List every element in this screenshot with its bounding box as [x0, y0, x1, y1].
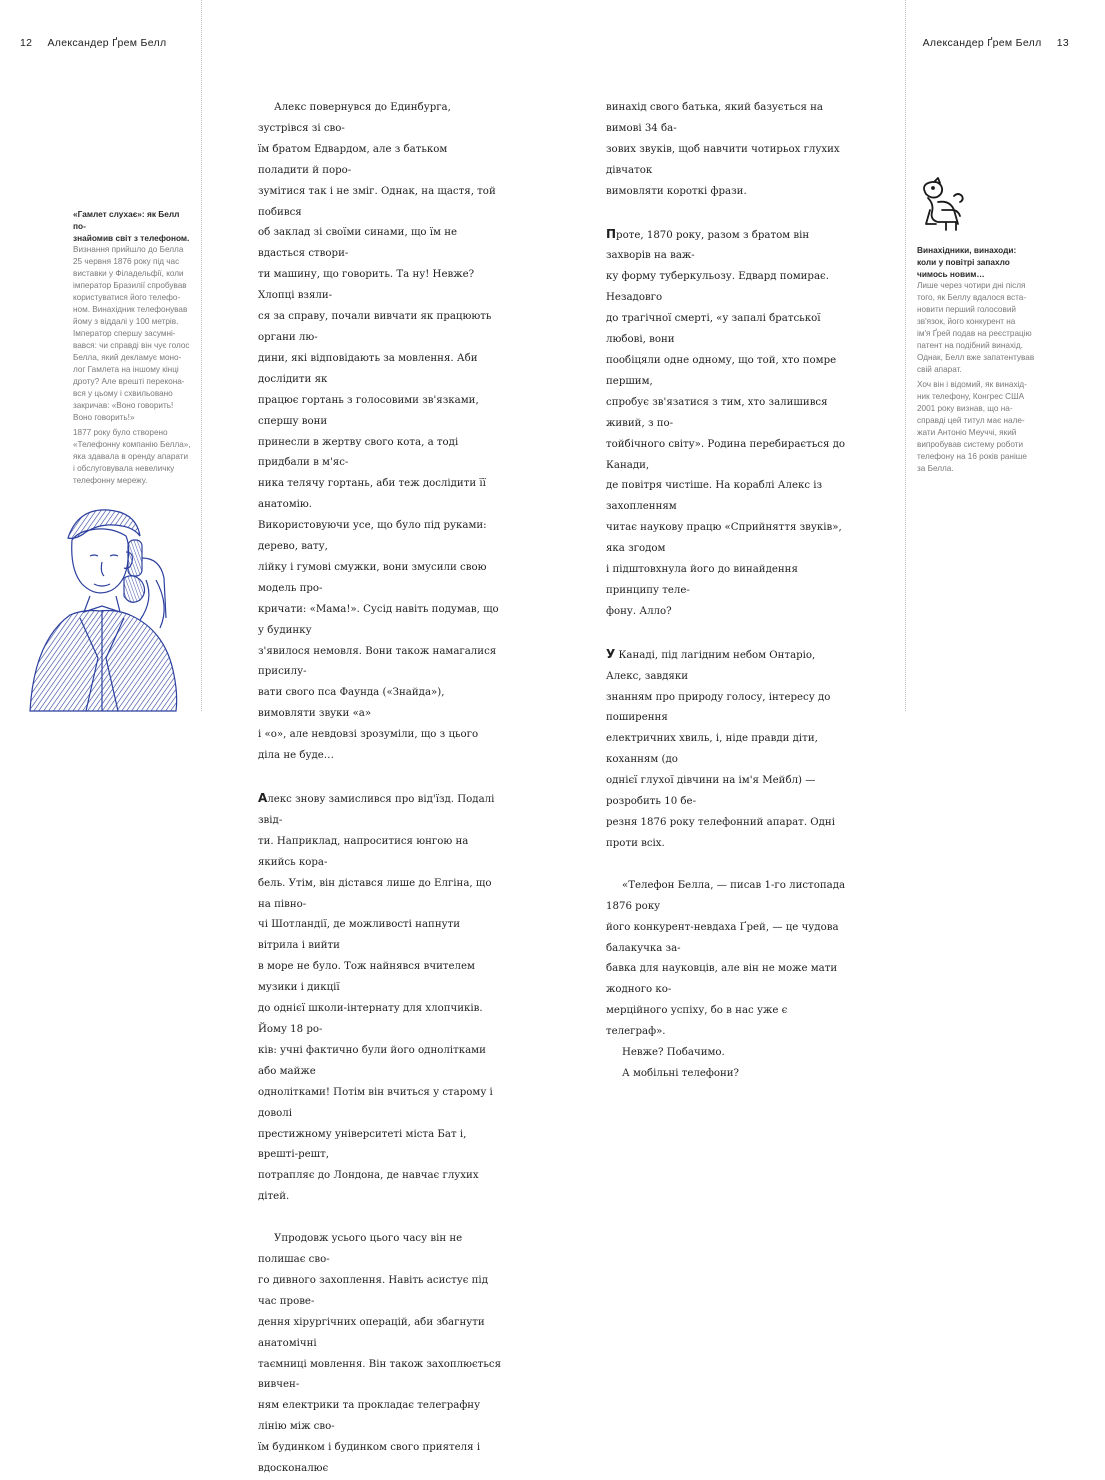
paragraph: [606, 98, 849, 203]
drop-cap: У: [606, 646, 616, 661]
paragraph: [258, 98, 501, 767]
sidebar-title: [73, 208, 191, 244]
text-line: Воно говорить!»: [73, 413, 135, 422]
text-line: 1877 року було створено: [73, 428, 168, 437]
text-line: читає наукову працю «Сприйняття звуків», яка згодом: [606, 522, 842, 555]
text-line: [258, 788, 501, 832]
text-line: свій апарат.: [917, 365, 962, 374]
text-line: чі Шотландії, де можливості напнути вітрила і вийти: [258, 919, 461, 952]
person-on-telephone-doodle-icon: [916, 176, 986, 236]
text-line: Упродовж усього цього часу він не полишає сво-: [258, 1233, 463, 1266]
text-line: однієї глухої дівчини на ім'я Мейбл) — розробить 10 бе-: [606, 775, 816, 808]
sidebar-note-right: [917, 244, 1035, 478]
text-line: жати Антоніо Меуччі, який: [917, 428, 1017, 437]
text-line: таємниці мовлення. Він також захоплюється вивчен-: [258, 1358, 501, 1391]
text-line: ти машину, що говорить. Та ну! Невже? Хлопці взяли-: [258, 269, 475, 302]
text-line: ти. Наприклад, напроситися юнгою на якийсь кора-: [258, 835, 469, 868]
text-line: Хоч він і відомий, як винахід-: [917, 380, 1027, 389]
text-line: фону. Алло?: [606, 605, 672, 617]
text-line: яка здавала в оренду апарати: [73, 452, 189, 461]
text-line: А мобільні телефони?: [622, 1067, 740, 1079]
sidebar-paragraph: [917, 280, 1035, 376]
text-line: лог Гамлета на іншому кінці: [73, 365, 179, 374]
text-line: [606, 224, 849, 268]
text-line: кричати: «Мама!». Сусід навіть подумав, що у будинку: [258, 603, 499, 636]
text-line: винахід свого батька, який базується на вимові 34 ба-: [606, 102, 823, 134]
text-line: його конкурент-невдаха Ґрей, — це чудова балакучка за-: [606, 921, 839, 954]
text-line: до однієї школи-інтернату для хлопчиків. Йому 18 ро-: [258, 1003, 483, 1035]
text-line: вався: чи справді він чує голос: [73, 341, 190, 350]
text-line: до трагічної смерті, «у запалі братської любові, вони: [606, 313, 821, 346]
text-line: їм будинком і будинком свого приятеля і вдосконалює: [258, 1442, 481, 1475]
sidebar-title: [917, 244, 1035, 280]
drop-cap: П: [606, 226, 617, 241]
text-line: дини, які відповідають за мовлення. Аби дослідити як: [258, 352, 478, 385]
text-line: електричних хвиль, і, ніде правди діти, коханням (до: [606, 733, 818, 766]
text-line: виставки у Філадельфії, коли: [73, 269, 184, 278]
main-text-column-right: [606, 98, 849, 1085]
paragraph: [258, 788, 501, 1208]
text-line: того, як Беллу вдалося вста-: [917, 293, 1027, 302]
text-line: дроту? Але врешті перекона-: [73, 377, 185, 386]
text-line: працює гортань з голосовими зв'язками, спершу вони: [258, 394, 479, 427]
text-line: пообіцяли одне одному, що той, хто помре першим,: [606, 354, 837, 387]
text-line: закричав: «Воно говорить!: [73, 401, 174, 410]
running-header-right: [923, 37, 1069, 49]
paragraph: [606, 224, 849, 623]
text-line: Визнання прийшло до Белла: [73, 245, 184, 254]
man-with-telephone-engraving-icon: [20, 500, 200, 711]
text-line: ням електрики та прокладає телеграфну лінію між сво-: [258, 1400, 481, 1433]
text-line: престижному університеті міста Бат і, врешті-решт,: [258, 1128, 467, 1161]
text-line: і підштовхнула його до винайдення принципу теле-: [606, 564, 798, 596]
text-line: і «о», але невдовзі зрозуміли, що з цього діла не буде…: [258, 729, 479, 762]
text-line: випробував систему роботи: [917, 440, 1024, 449]
text-line: Однак, Белл вже запатентував: [917, 353, 1035, 362]
text-line: [606, 644, 849, 688]
page-number: 13: [1056, 37, 1069, 49]
text-line: імператор Бразилії спробував: [73, 281, 187, 290]
text-line: бель. Утім, він дістався лише до Елгіна, що на півно-: [258, 877, 492, 910]
running-title: Александер Ґрем Белл: [922, 37, 1042, 49]
text-line: Використовуючи усе, що було під руками: дерево, вату,: [258, 520, 487, 553]
text-line: Алекс повернувся до Единбурга, зустрівся зі сво-: [258, 102, 451, 134]
text-line: Лише через чотири дні після: [917, 281, 1026, 290]
text-line: резня 1876 року телефонний апарат. Одні проти всіх.: [606, 817, 835, 849]
margin-divider-left: [201, 0, 202, 711]
text-line: мерційного успіху, бо в нас уже є телеграф».: [606, 1005, 788, 1038]
text-line: Імператор спершу засумні-: [73, 329, 176, 338]
text-line: 2001 року визнав, що на-: [917, 404, 1013, 413]
text-line: вати свого пса Фаунда («Знайда»), вимовляти звуки «а»: [258, 687, 445, 720]
text-line: ім'я Ґрей подав на реєстрацію: [917, 329, 1032, 338]
text-line: вся у цьому і схвильовано: [73, 389, 173, 398]
text-line: бавка для науковців, але він не може мати жодного ко-: [606, 963, 838, 996]
main-text-column-left: [258, 98, 501, 1480]
text-line: ків: учні фактично були його однолітками або майже: [258, 1044, 486, 1077]
title-line: знайомив світ з телефоном.: [73, 233, 190, 243]
text-line: йому з віддалі у 100 метрів.: [73, 317, 179, 326]
text-line: дення хірургічних операцій, аби збагнути анатомічні: [258, 1316, 485, 1349]
text-line: вимовляти короткі фрази.: [606, 185, 747, 197]
text-line: патент на подібний винахід.: [917, 341, 1023, 350]
title-line: «Гамлет слухає»: як Белл по-: [73, 209, 180, 231]
text-line: ном. Винахідник телефонував: [73, 305, 188, 314]
text-line: 25 червня 1876 року під час: [73, 257, 180, 266]
text-line: принесли в жертву свого кота, а тоді придбали в м'яс-: [258, 436, 459, 469]
title-line: коли у повітрі запахло: [917, 257, 1010, 267]
text-line: з'явилося немовля. Вони також намагалися присилу-: [258, 645, 497, 678]
sidebar-paragraph: [73, 244, 191, 424]
title-line: чимось новим…: [917, 269, 985, 279]
text-line: «Телефон Белла, — писав 1-го листопада 1876 року: [606, 879, 846, 912]
title-line: Винахідники, винаходи:: [917, 245, 1017, 255]
running-header-left: [20, 37, 166, 49]
paragraph: [258, 1229, 501, 1480]
text-line: го дивного захоплення. Навіть асистує під час прове-: [258, 1274, 488, 1307]
sidebar-paragraph: [917, 379, 1035, 475]
text-line: однолітками! Потім він вчиться у старому і доволі: [258, 1086, 493, 1119]
text-line: ника телячу гортань, аби теж дослідити її анатомію.: [258, 478, 486, 511]
page-number: 12: [20, 37, 33, 49]
text-line: де повітря чистіше. На кораблі Алекс із захопленням: [606, 480, 823, 513]
text-line: зових звуків, щоб навчити чотирьох глухих дівчаток: [606, 143, 840, 176]
text-line: спробує зв'язатися з тим, хто залишився живий, з по-: [606, 396, 828, 429]
text-line: ку форму туберкульозу. Едвард помирає. Незадовго: [606, 271, 829, 304]
text-line: в море не було. Тож найнявся вчителем музики і дикції: [258, 961, 475, 994]
text-line: їм братом Едвардом, але з батьком поладити й поро-: [258, 143, 448, 176]
text-line: Невже? Побачимо.: [622, 1047, 725, 1059]
text-line: телефонну мережу.: [73, 476, 148, 485]
text-run: Канаді, під лагідним небом Онтаріо, Алекс, завдяки: [606, 649, 816, 682]
text-line: за Белла.: [917, 464, 954, 473]
text-line: ся за справу, почали вивчати як працюють органи лю-: [258, 311, 492, 343]
text-line: справді цей титул має нале-: [917, 416, 1025, 425]
text-line: користуватися його телефо-: [73, 293, 181, 302]
sidebar-paragraph: [73, 427, 191, 487]
quotation: [606, 876, 849, 1085]
text-line: зумітися так і не зміг. Однак, на щастя, той побився: [258, 185, 496, 218]
text-line: телефону на 16 років раніше: [917, 452, 1027, 461]
text-line: зв'язок, його конкурент на: [917, 317, 1016, 326]
margin-divider-right: [905, 0, 906, 711]
drop-cap: А: [258, 791, 268, 805]
text-line: ник телефону, Конгрес США: [917, 392, 1025, 401]
text-line: потрапляє до Лондона, де навчає глухих дітей.: [258, 1170, 479, 1203]
paragraph: [606, 644, 849, 855]
text-run: роте, 1870 року, разом з братом він захворів на важ-: [606, 229, 810, 262]
running-title: Александер Ґрем Белл: [47, 37, 167, 49]
text-line: Белла, який декламує моно-: [73, 353, 182, 362]
text-line: «Телефонну компанію Белла»,: [73, 440, 191, 449]
text-line: новити перший голосовий: [917, 305, 1016, 314]
text-line: і обслуговувала невеличку: [73, 464, 175, 473]
sidebar-note-left: [73, 208, 191, 490]
text-line: знанням про природу голосу, інтересу до поширення: [606, 691, 831, 724]
text-line: об заклад зі своїми синами, що їм не вдасться створи-: [258, 227, 458, 260]
text-line: лійку і гумові смужки, вони змусили свою модель про-: [258, 561, 487, 594]
text-line: тойбічного світу». Родина перебирається до Канади,: [606, 438, 846, 471]
text-run: лекс знову замислився про від'їзд. Подалі звід-: [258, 794, 495, 826]
